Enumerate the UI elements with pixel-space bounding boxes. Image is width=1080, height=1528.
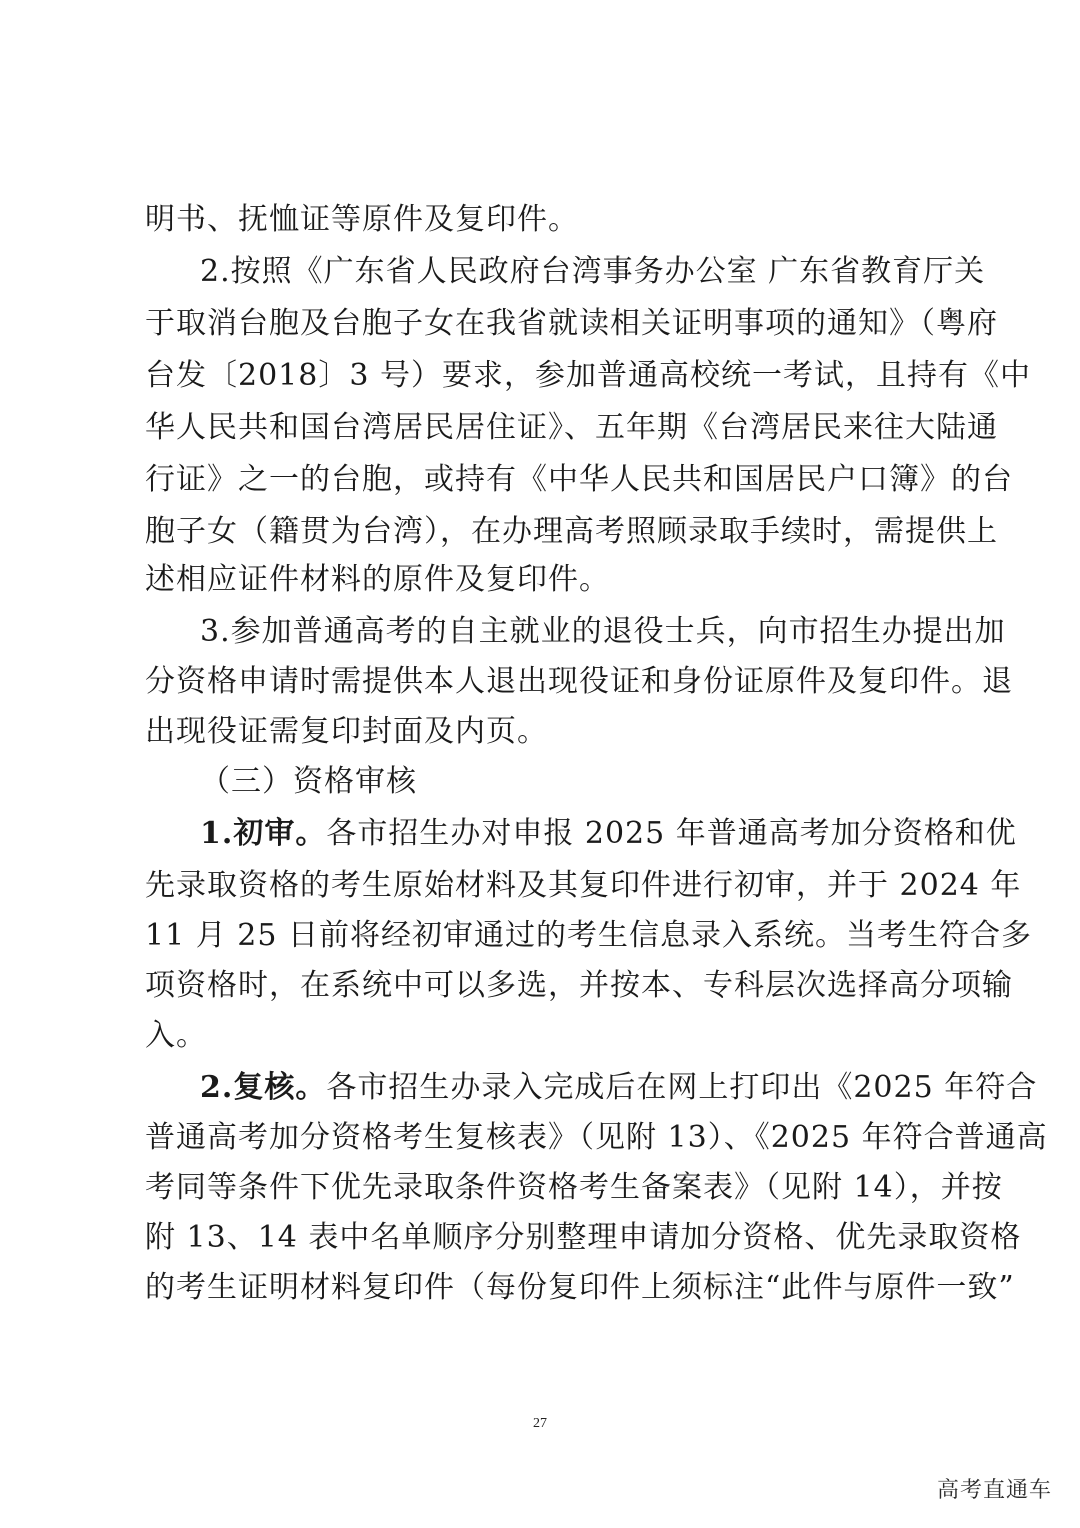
body-line: 胞子女（籍贯为台湾），在办理高考照顾录取手续时，需提供上 — [145, 514, 998, 549]
body-line: 述相应证件材料的原件及复印件。 — [145, 562, 610, 597]
body-line: 考同等条件下优先录取条件资格考生备案表》（见附 14），并按 — [145, 1170, 1003, 1205]
body-line: 华人民共和国台湾居民居住证》、五年期《台湾居民来往大陆通 — [145, 410, 998, 445]
body-line: 11 月 25 日前将经初审通过的考生信息录入系统。当考生符合多 — [145, 918, 1032, 953]
body-line: 分资格申请时需提供本人退出现役证和身份证原件及复印件。退 — [145, 664, 1013, 699]
body-line: 入。 — [145, 1018, 207, 1053]
body-line — [200, 1068, 1038, 1108]
body-line: 出现役证需复印封面及内页。 — [145, 714, 548, 749]
body-text: 各市招生办录入完成后在网上打印出《2025 年符合 — [326, 1070, 1038, 1105]
body-line: 2.按照《广东省人民政府台湾事务办公室 广东省教育厅关 — [200, 254, 986, 289]
body-line: 先录取资格的考生原始材料及其复印件进行初审，并于 2024 年 — [145, 868, 1022, 903]
section-heading: （三）资格审核 — [200, 764, 417, 799]
body-text: 各市招生办对申报 2025 年普通高考加分资格和优 — [326, 816, 1017, 851]
body-line: 明书、抚恤证等原件及复印件。 — [145, 202, 579, 237]
body-line — [200, 814, 1017, 854]
body-line: 3.参加普通高考的自主就业的退役士兵，向市招生办提出加 — [200, 614, 1006, 649]
body-line: 附 13、14 表中名单顺序分别整理申请加分资格、优先录取资格 — [145, 1220, 1022, 1255]
body-line: 项资格时，在系统中可以多选，并按本、专科层次选择高分项输 — [145, 968, 1013, 1003]
body-line: 的考生证明材料复印件（每份复印件上须标注“此件与原件一致” — [145, 1270, 1015, 1305]
body-line: 普通高考加分资格考生复核表》（见附 13）、《2025 年符合普通高 — [145, 1120, 1048, 1155]
body-line: 行证》之一的台胞，或持有《中华人民共和国居民户口簿》的台 — [145, 462, 1013, 497]
paragraph-lead: 2.复核。 — [200, 1070, 327, 1105]
body-line: 于取消台胞及台胞子女在我省就读相关证明事项的通知》（粤府 — [145, 306, 998, 341]
page-number: 27 — [533, 1416, 547, 1431]
paragraph-lead: 1.初审。 — [200, 816, 327, 851]
body-line: 台发〔2018〕3 号）要求，参加普通高校统一考试，且持有《中 — [145, 358, 1031, 393]
watermark: 高考直通车 — [936, 1478, 1052, 1503]
